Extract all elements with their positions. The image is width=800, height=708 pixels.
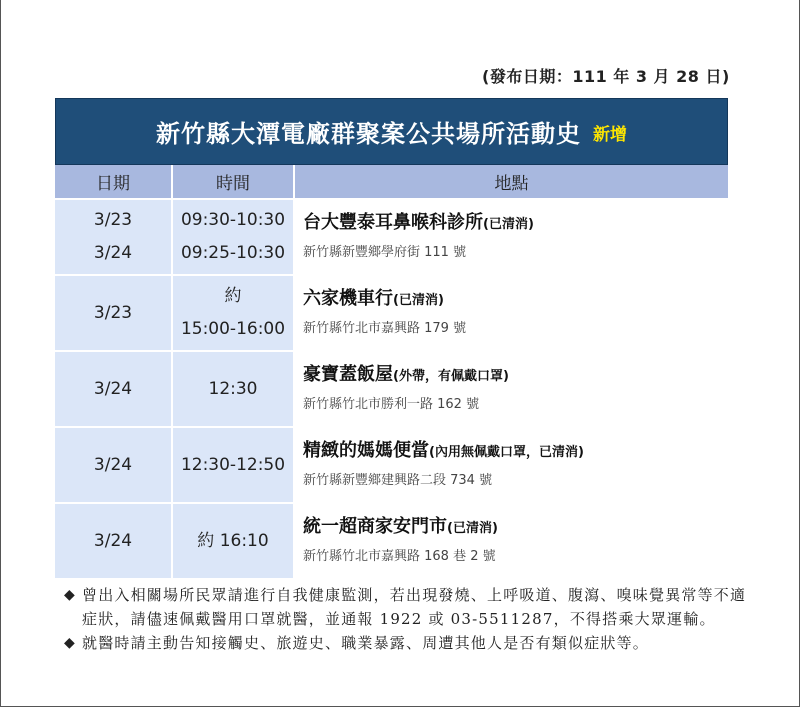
table-row xyxy=(55,276,728,352)
place-note: (外帶，有佩戴口罩) xyxy=(393,369,509,384)
time-value: 09:30-10:30 xyxy=(180,210,286,230)
place-cell xyxy=(295,276,728,350)
date-value: 3/24 xyxy=(93,454,133,475)
place-address: 新竹縣竹北市勝利一路 162 號 xyxy=(303,397,480,412)
advisory-notes xyxy=(64,583,754,655)
place-note: (內用無佩戴口罩，已清消) xyxy=(429,445,584,460)
time-cell xyxy=(173,200,295,274)
header-place: 地點 xyxy=(494,174,529,194)
activity-table xyxy=(55,98,728,580)
place-name-line xyxy=(303,436,728,468)
date-value: 3/24 xyxy=(93,530,133,551)
table-row xyxy=(55,504,728,580)
table-row xyxy=(55,352,728,428)
place-address: 新竹縣新豐鄉學府街 111 號 xyxy=(303,245,467,260)
time-value: 15:00-16:00 xyxy=(180,319,286,339)
place-name: 台大豐泰耳鼻喉科診所 xyxy=(303,212,483,233)
place-note: (已清消) xyxy=(447,521,498,536)
date-value: 3/23 xyxy=(93,302,133,323)
header-date: 日期 xyxy=(55,165,173,198)
place-note: (已清消) xyxy=(483,217,534,232)
date-cell xyxy=(55,200,173,274)
header-time: 時間 xyxy=(173,165,295,198)
time-cell xyxy=(173,276,295,350)
date-value: 3/23 xyxy=(93,210,133,230)
table-title: 新竹縣大潭電廠群聚案公共場所活動史 xyxy=(156,120,581,148)
note-text: 曾出入相關場所民眾請進行自我健康監測，若出現發燒、上呼吸道、腹瀉、嗅味覺異常等不適症狀，請儘速佩戴醫用口罩就醫，並通報 1922 或 03-5511287，不得搭乘大眾運輸。 xyxy=(82,586,747,628)
place-name-line xyxy=(303,512,728,544)
note-item xyxy=(64,631,754,655)
place-name: 精緻的媽媽便當 xyxy=(303,440,429,461)
date-value: 3/24 xyxy=(93,243,133,263)
time-value: 12:30 xyxy=(208,378,258,399)
place-cell xyxy=(295,428,728,502)
date-cell xyxy=(55,276,173,350)
place-address: 新竹縣新豐鄉建興路二段 734 號 xyxy=(303,473,493,488)
time-value: 約 xyxy=(224,286,242,306)
table-row xyxy=(55,428,728,504)
place-cell xyxy=(295,504,728,578)
time-value: 12:30-12:50 xyxy=(180,454,286,475)
place-name: 六家機車行 xyxy=(303,288,393,309)
place-name: 豪寶蓋飯屋 xyxy=(303,364,393,385)
place-name-line xyxy=(303,360,728,392)
place-cell xyxy=(295,352,728,426)
new-badge: 新增 xyxy=(593,125,627,145)
date-cell xyxy=(55,352,173,426)
time-value: 09:25-10:30 xyxy=(180,243,286,263)
date-cell xyxy=(55,428,173,502)
place-address: 新竹縣竹北市嘉興路 179 號 xyxy=(303,321,467,336)
time-value: 約 16:10 xyxy=(197,530,269,551)
time-cell xyxy=(173,428,295,502)
date-cell xyxy=(55,504,173,578)
time-cell xyxy=(173,352,295,426)
diamond-bullet-icon: ◆ xyxy=(64,635,75,651)
place-address: 新竹縣竹北市嘉興路 168 巷 2 號 xyxy=(303,549,496,564)
table-header xyxy=(55,165,728,200)
time-cell xyxy=(173,504,295,578)
place-name-line xyxy=(303,208,728,240)
place-cell xyxy=(295,200,728,274)
place-note: (已清消) xyxy=(393,293,444,308)
note-text: 就醫時請主動告知接觸史、旅遊史、職業暴露、周遭其他人是否有類似症狀等。 xyxy=(82,634,650,652)
date-value: 3/24 xyxy=(93,378,133,399)
release-date: (發布日期：111 年 3 月 28 日) xyxy=(482,67,730,86)
place-name-line xyxy=(303,284,728,316)
table-title-bar xyxy=(55,98,728,165)
table-row xyxy=(55,200,728,276)
place-name: 統一超商家安門市 xyxy=(303,516,447,537)
note-item xyxy=(64,583,754,631)
diamond-bullet-icon: ◆ xyxy=(64,587,75,603)
